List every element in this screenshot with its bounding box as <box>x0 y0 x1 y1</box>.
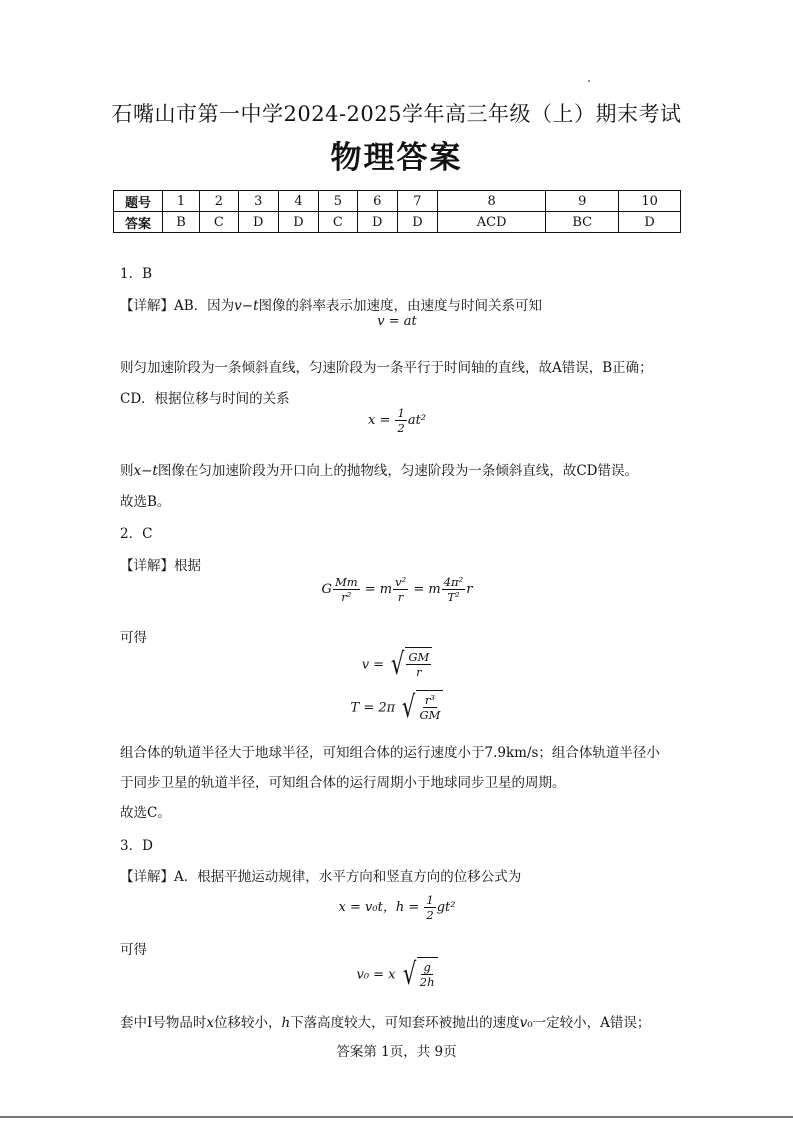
q2-line2: 可得 <box>120 630 147 646</box>
q2-line5: 故选C。 <box>120 805 171 821</box>
table-cell: C <box>319 212 358 233</box>
q3-eq1: x = v₀t，h = $\frac{1}{2}$ gt² <box>338 893 456 922</box>
q3-line1: 【详解】A．根据平抛运动规律，水平方向和竖直方向的位移公式为 <box>120 869 522 885</box>
table-cell: D <box>397 212 437 233</box>
q1-line3: CD．根据位移与时间的关系 <box>120 391 290 407</box>
table-cell: 3 <box>238 191 278 212</box>
table-cell: D <box>357 212 397 233</box>
table-cell: 4 <box>278 191 318 212</box>
row-label: 题号 <box>114 191 163 212</box>
table-cell: 6 <box>357 191 397 212</box>
q1-line4: 则𝑥−𝑡图像在匀加速阶段为开口向上的抛物线，匀速阶段为一条倾斜直线，故CD错误。 <box>120 463 639 479</box>
table-cell: 7 <box>397 191 437 212</box>
page-footer: 答案第 1页，共 9页 <box>336 1044 457 1060</box>
table-cell: D <box>619 212 681 233</box>
q3-eq2: v₀ = x √ $\frac{g}{2h}$ <box>113 957 681 993</box>
answer-table <box>113 190 681 233</box>
table-cell: BC <box>546 212 619 233</box>
exam-title: 石嘴山市第一中学2024-2025学年高三年级（上）期末考试 <box>111 102 682 126</box>
q1-heading: 1．B <box>120 266 153 282</box>
table-cell: ACD <box>438 212 546 233</box>
table-row-answers <box>114 212 681 233</box>
q2-eq3: T = 2π √ $\frac{\text{r³}}{GM}$ <box>113 690 681 726</box>
table-cell: B <box>163 212 200 233</box>
q1-line1: 【详解】AB．因为𝑣−𝑡图像的斜率表示加速度，由速度与时间关系可知 <box>120 298 543 314</box>
q2-line1: 【详解】根据 <box>120 558 201 574</box>
q3-heading: 3．D <box>120 838 153 854</box>
q1-line5: 故选B。 <box>120 494 171 510</box>
table-cell: 1 <box>163 191 200 212</box>
scan-dot <box>588 80 590 82</box>
table-row-numbers <box>114 191 681 212</box>
table-cell: 5 <box>319 191 358 212</box>
table-cell: 8 <box>438 191 546 212</box>
q3-line2: 可得 <box>120 942 147 958</box>
page-bottom-border <box>0 1116 793 1118</box>
q2-line3: 组合体的轨道半径大于地球半径，可知组合体的运行速度小于7.9km/s；组合体轨道半径小 <box>120 745 660 761</box>
table-cell: D <box>278 212 318 233</box>
q2-eq1: G $\frac{Mm}{\text{r²}}$ = m $\frac{\text{v²}}{r}$ = m $\frac{\text{4π²}}{\text{T²}}$ r <box>321 575 473 604</box>
q1-eq1: v = at <box>377 314 417 329</box>
q2-heading: 2．C <box>120 526 153 542</box>
q1-line2: 则匀加速阶段为一条倾斜直线，匀速阶段为一条平行于时间轴的直线，故A错误，B正确； <box>120 360 653 376</box>
q1-eq2: x = $\frac{1}{2}$ at² <box>367 406 426 435</box>
table-cell: D <box>238 212 278 233</box>
table-cell: C <box>200 212 239 233</box>
q2-line4: 于同步卫星的轨道半径，可知组合体的运行周期小于地球同步卫星的周期。 <box>120 775 566 791</box>
table-cell: 10 <box>619 191 681 212</box>
q3-line3: 套中Ⅰ号物品时𝑥位移较小，ℎ下落高度较大，可知套环被抛出的速度𝑣₀一定较小，A错误； <box>120 1015 651 1031</box>
q2-eq2: v = √ $\frac{GM}{r}$ <box>113 647 681 683</box>
page-title: 物理答案 <box>330 140 463 176</box>
table-cell: 9 <box>546 191 619 212</box>
row-label: 答案 <box>114 212 163 233</box>
table-cell: 2 <box>200 191 239 212</box>
